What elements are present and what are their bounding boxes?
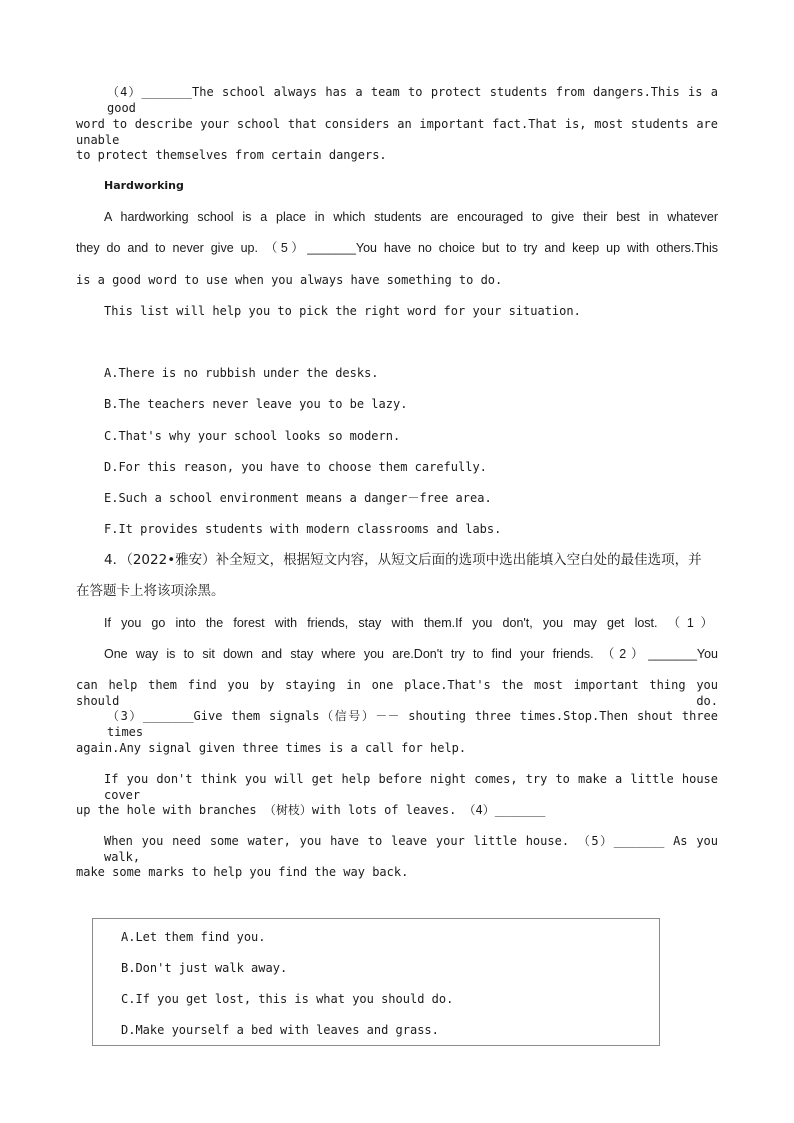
q4-passage-line-3: can help them find you by staying in one place.That's the most important thing you should do.: [76, 678, 718, 708]
passage-line-6: they do and to never give up. （5）_______You have no choice but to try and keep up with others.This: [76, 241, 718, 255]
q4-option-b: B.Don't just walk away.: [121, 961, 288, 975]
q4-passage-line-8: When you need some water, you have to leave your little house. （5）_______ As you walk,: [104, 834, 718, 864]
section-heading-hardworking: Hardworking: [104, 179, 184, 192]
option-prev-f: F.It provides students with modern classrooms and labs.: [104, 522, 502, 536]
option-prev-e: E.Such a school environment means a danger－free area.: [104, 491, 492, 505]
q4-passage-line-1: If you go into the forest with friends, stay with them.If you don't, you may get lost. （1）: [104, 616, 713, 630]
question-4-instruction: 4．（2022•雅安）补全短文，根据短文内容，从短文后面的选项中选出能填入空白处的最佳选项，并: [104, 552, 702, 568]
passage-line-7: is a good word to use when you always have something to do.: [76, 273, 503, 287]
q4-passage-line-2: One way is to sit down and stay where you are.Don't try to find your friends. （2）_______You: [104, 647, 718, 661]
q4-passage-line-9: make some marks to help you find the way back.: [76, 865, 409, 879]
passage-line-8: This list will help you to pick the right word for your situation.: [104, 304, 581, 318]
option-prev-c: C.That's why your school looks so modern.: [104, 429, 401, 443]
option-prev-d: D.For this reason, you have to choose them carefully.: [104, 460, 487, 474]
question-4-instruction-cont: 在答题卡上将该项涂黑。: [76, 583, 225, 599]
q4-passage-line-4: （3）_______Give them signals（信号）－－ shouting three times.Stop.Then shout three times: [107, 709, 718, 739]
passage-line-1: （4）_______The school always has a team to protect students from dangers.This is a good: [107, 85, 718, 115]
q4-option-c: C.If you get lost, this is what you should do.: [121, 992, 454, 1006]
option-prev-a: A.There is no rubbish under the desks.: [104, 366, 379, 380]
q4-passage-line-5: again.Any signal given three times is a call for help.: [76, 741, 467, 755]
q4-passage-line-6: If you don't think you will get help before night comes, try to make a little house cover: [104, 772, 718, 802]
q4-option-d: D.Make yourself a bed with leaves and grass.: [121, 1023, 439, 1037]
passage-line-2: word to describe your school that considers an important fact.That is, most students are unable: [76, 117, 718, 147]
passage-line-5: A hardworking school is a place in which students are encouraged to give their best in whatever: [104, 210, 718, 224]
q4-passage-line-7: up the hole with branches （树枝）with lots of leaves. （4）_______: [76, 803, 546, 817]
q4-option-a: A.Let them find you.: [121, 930, 266, 944]
option-prev-b: B.The teachers never leave you to be lazy.: [104, 397, 408, 411]
passage-line-3: to protect themselves from certain dangers.: [76, 148, 387, 162]
